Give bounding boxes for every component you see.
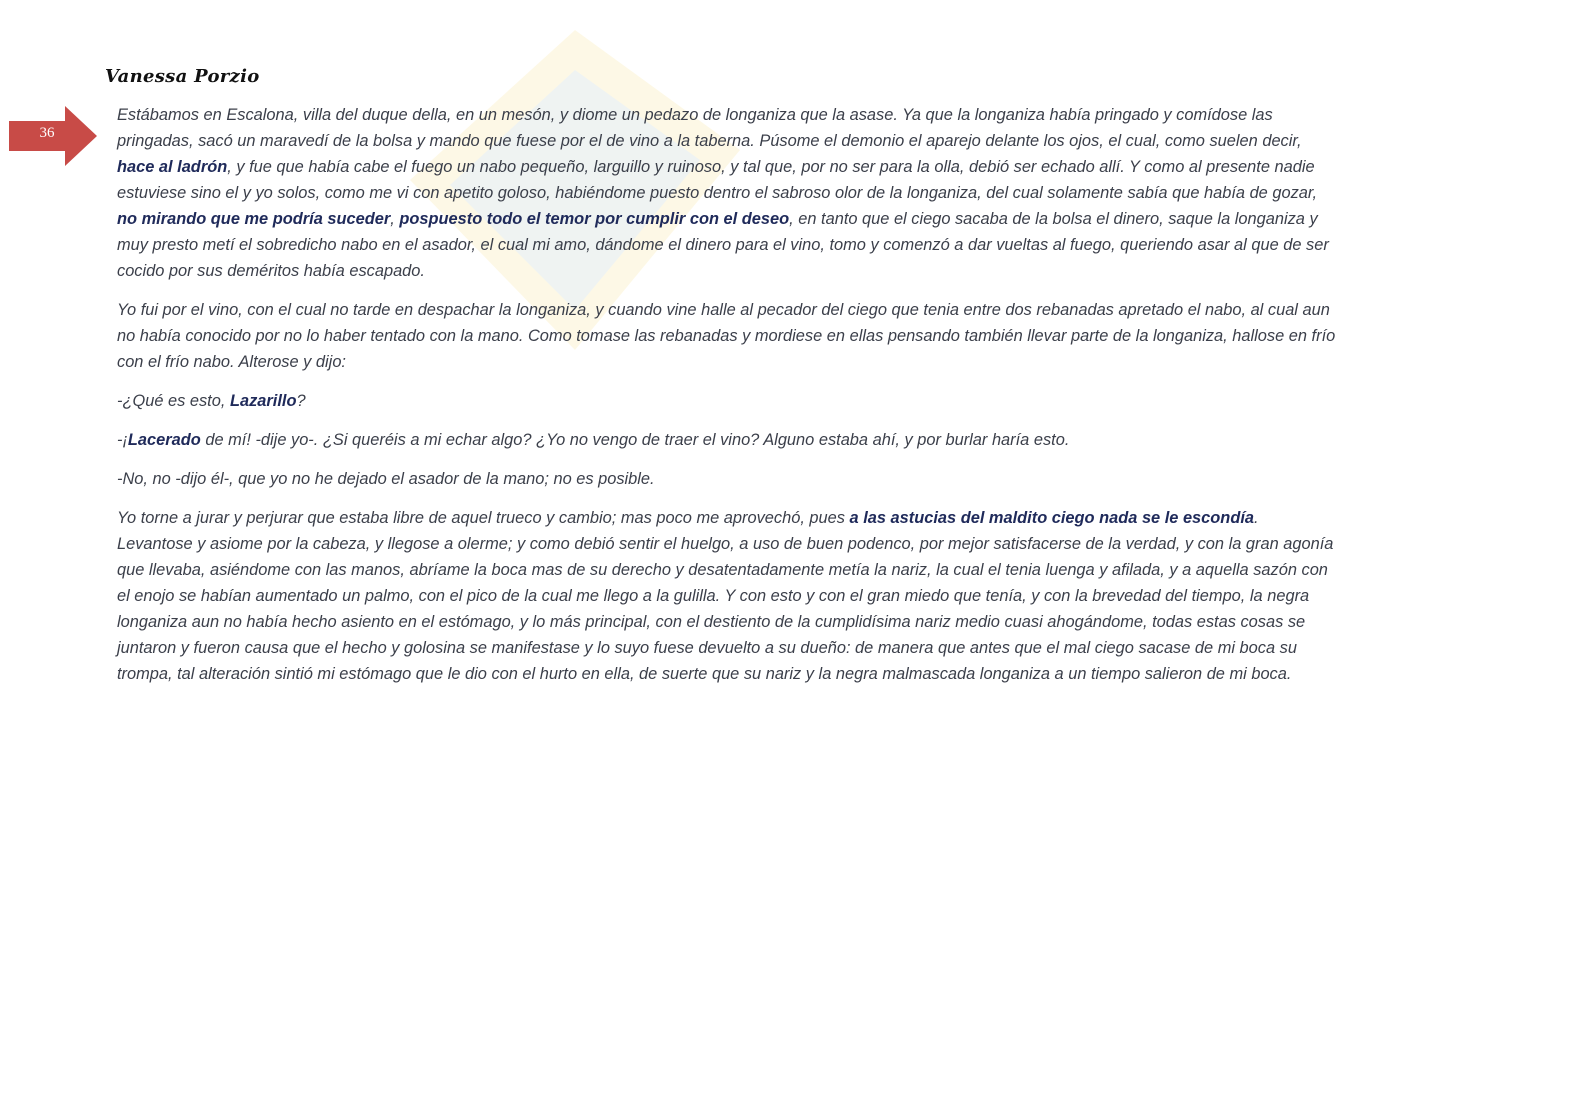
paragraph bbox=[117, 466, 1337, 492]
emphasis-text: a las astucias del maldito ciego nada se le escondía bbox=[849, 509, 1254, 527]
author-name: Vanessa Porzio bbox=[105, 66, 260, 87]
paragraph-text: Estábamos en Escalona, villa del duque della, en un mesón, y diome un pedazo de longaniza que la asase. Ya que la longaniza había pringado y comídose las pringadas, sacó un maravedí de la bolsa y mando que fuese por el de vino a la taberna. Púsome el demonio el aparejo delante los ojos, el cual, como suelen decir, bbox=[117, 106, 1302, 150]
document-body bbox=[117, 102, 1337, 700]
paragraph-text: -¡ bbox=[117, 431, 128, 449]
paragraph-text: ? bbox=[296, 392, 306, 410]
paragraph-text: , en tanto que el ciego sacaba de la bolsa el dinero, saque la longaniza y muy presto metí el sobredicho nabo en el asador, el cual mi amo, dándome el dinero para el vino, tomo y comenzó a dar vueltas al fuego, queriendo asar al que de ser cocido por sus deméritos había escapado. bbox=[117, 210, 1329, 280]
paragraph-text: Yo fui por el vino, con el cual no tarde en despachar la longaniza, y cuando vine halle al pecador del ciego que tenia entre dos rebanadas apretado el nabo, al cual aun no había conocido por no lo haber tentado con la mano. Como tomase las rebanadas y mordiese en ellas pensando también llevar parte de la longaniza, hallose en frío con el frío nabo. Alterose y dijo: bbox=[117, 301, 1336, 371]
page-marker bbox=[9, 106, 97, 166]
paragraph-text: -¿Qué es esto, bbox=[117, 392, 230, 410]
paragraph bbox=[117, 388, 1337, 414]
emphasis-text: hace al ladrón bbox=[117, 158, 228, 176]
paragraph-text: , y fue que había cabe el fuego un nabo pequeño, larguillo y ruinoso, y tal que, por no ser para la olla, debió ser echado allí. Y como al presente nadie estuviese sino el y yo solos, como me vi con apetito goloso, habiéndome puesto dentro el sabroso olor de la longaniza, del cual solamente sabía que había de gozar, bbox=[117, 158, 1318, 202]
emphasis-text: pospuesto todo el temor por cumplir con el deseo bbox=[399, 210, 790, 228]
paragraph bbox=[117, 505, 1337, 687]
paragraph bbox=[117, 297, 1337, 375]
paragraph-text: -No, no -dijo él-, que yo no he dejado el asador de la mano; no es posible. bbox=[117, 470, 655, 488]
paragraph-text: Yo torne a jurar y perjurar que estaba libre de aquel trueco y cambio; mas poco me aprovechó, pues bbox=[117, 509, 850, 527]
paragraph-text: , bbox=[390, 210, 400, 228]
paragraph bbox=[117, 102, 1337, 284]
emphasis-text: Lacerado bbox=[127, 431, 201, 449]
page-number: 36 bbox=[39, 125, 55, 141]
emphasis-text: no mirando que me podría suceder bbox=[117, 210, 391, 228]
paragraph-text: de mí! -dije yo-. ¿Si queréis a mi echar algo? ¿Yo no vengo de traer el vino? Alguno estaba ahí, y por burlar haría esto. bbox=[200, 431, 1070, 449]
paragraph-text: . Levantose y asiome por la cabeza, y llegose a olerme; y como debió sentir el huelgo, a uso de buen podenco, por mejor satisfacerse de la verdad, y con la gran agonía que llevaba, asiéndome con las manos, abríame la boca mas de su derecho y desatentadamente metía la nariz, la cual el tenia luenga y afilada, y a aquella sazón con el enojo se habían aumentado un palmo, con el pico de la cual me llego a la gulilla. Y con esto y con el gran miedo que tenía, y con la brevedad del tiempo, la negra longaniza aun no había hecho asiento en el estómago, y lo más principal, con el destiento de la cumplidísima nariz medio cuasi ahogándome, todas estas cosas se juntaron y fueron causa que el hecho y golosina se manifestase y lo suyo fuese devuelto a su dueño: de manera que antes que el mal ciego sacase de mi boca su trompa, tal alteración sintió mi estómago que le dio con el hurto en ella, de suerte que su nariz y la negra malmascada longaniza a un tiempo salieron de mi boca. bbox=[117, 509, 1334, 683]
paragraph bbox=[117, 427, 1337, 453]
emphasis-text: Lazarillo bbox=[229, 392, 297, 410]
